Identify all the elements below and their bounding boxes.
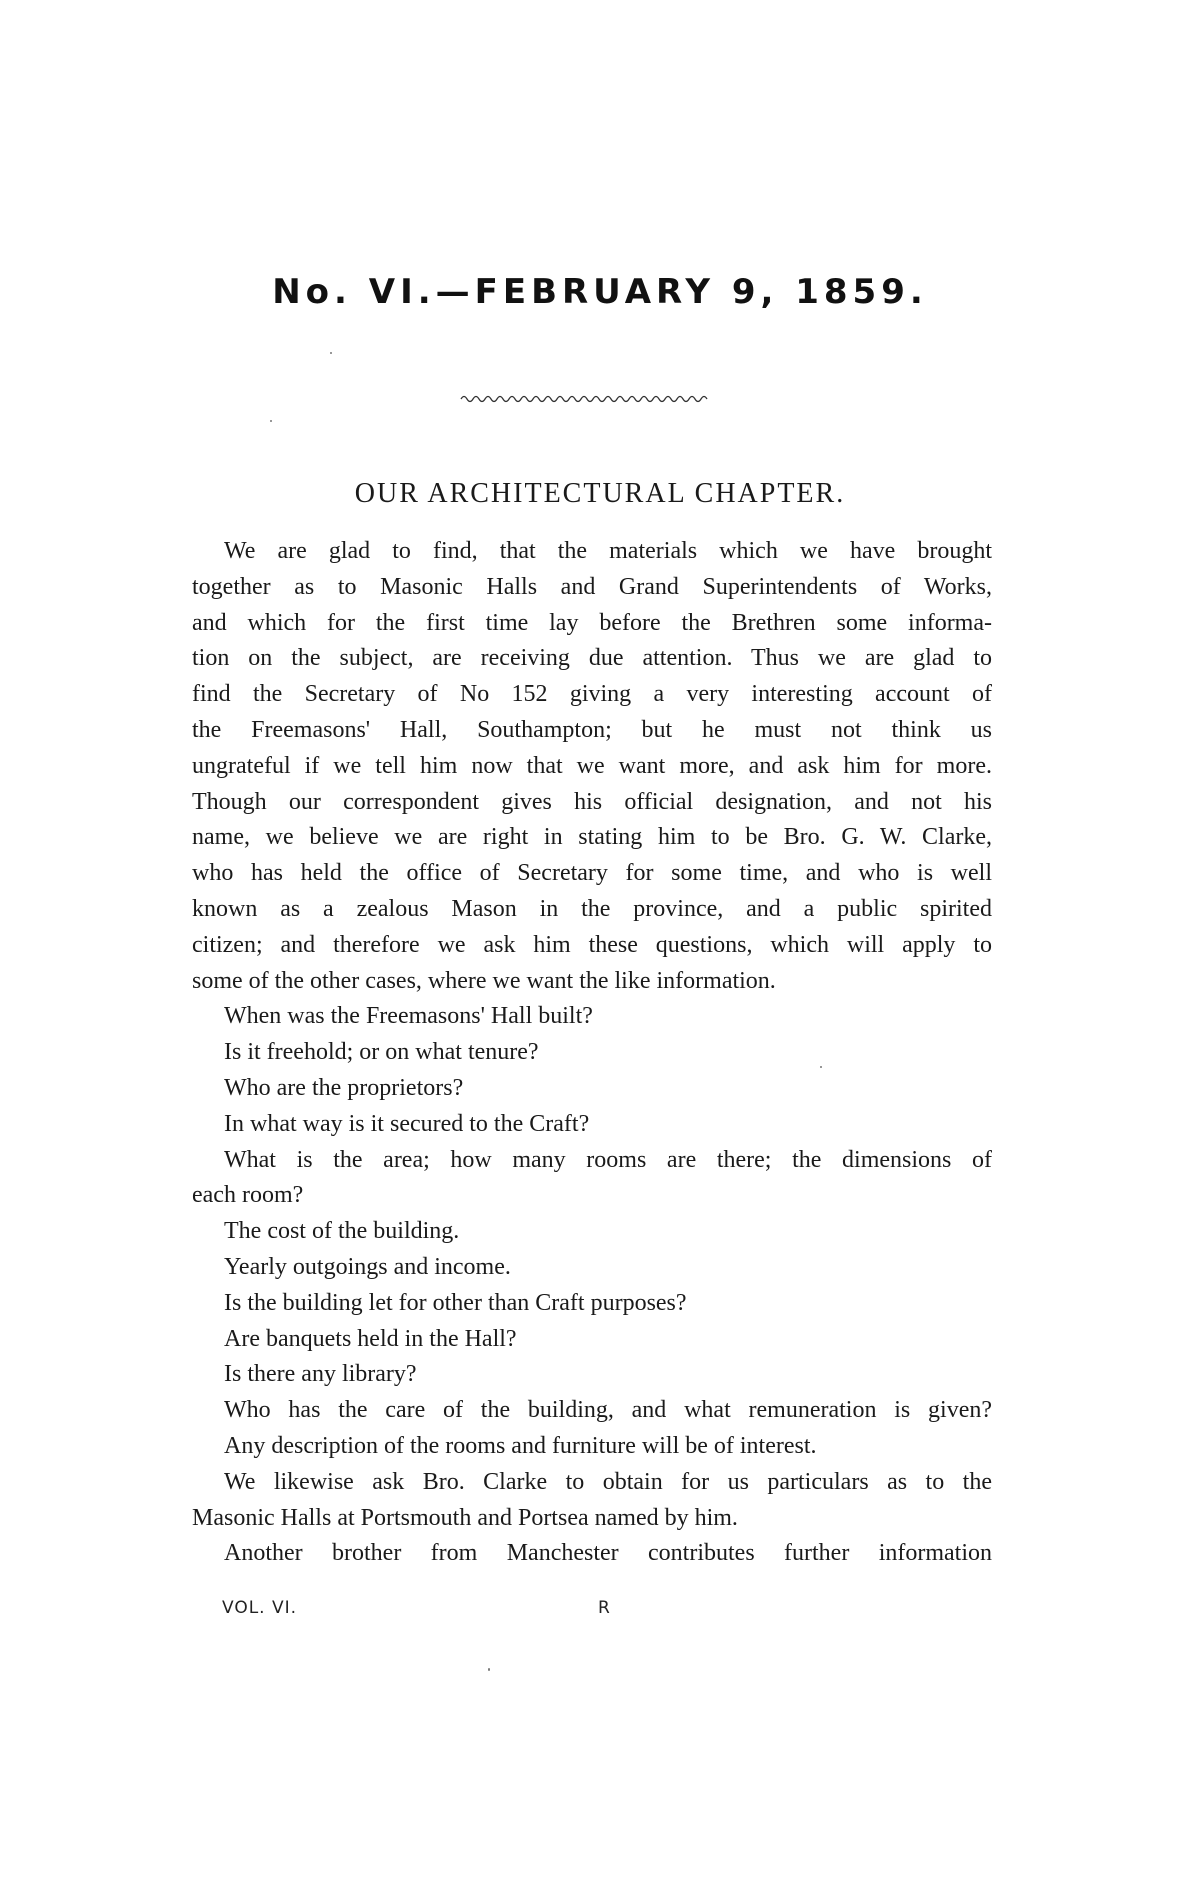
volume-label: VOL. VI. [222, 1598, 298, 1618]
text-line: tion on the subject, are receiving due attention. Thus we are glad to [192, 645, 992, 672]
question-line: Who are the proprietors? [224, 1074, 464, 1101]
question-line: Are banquets held in the Hall? [224, 1325, 517, 1352]
text-line: We likewise ask Bro. Clarke to obtain for us particulars as to the [224, 1468, 992, 1495]
question-line: Yearly outgoings and income. [224, 1253, 511, 1280]
print-speck [270, 420, 272, 422]
question-line: Is it freehold; or on what tenure? [224, 1039, 539, 1066]
print-speck [330, 352, 332, 354]
question-line: each room? [192, 1182, 304, 1209]
question-line: Is there any library? [224, 1361, 417, 1388]
text-line: find the Secretary of No 152 giving a very interesting account of [192, 681, 992, 708]
text-line: Though our correspondent gives his official designation, and not his [192, 788, 992, 815]
text-line: ungrateful if we tell him now that we want more, and ask him for more. [192, 752, 992, 779]
text-line: Masonic Halls at Portsmouth and Portsea named by him. [192, 1504, 738, 1531]
text-line: citizen; and therefore we ask him these questions, which will apply to [192, 931, 992, 958]
question-line: Who has the care of the building, and what remuneration is given? [224, 1397, 992, 1424]
question-line: The cost of the building. [224, 1218, 460, 1245]
article-body [192, 534, 992, 1572]
question-line: What is the area; how many rooms are there; the dimensions of [224, 1146, 992, 1173]
signature-mark: R [598, 1598, 611, 1618]
text-line: Any description of the rooms and furniture will be of interest. [224, 1432, 817, 1459]
question-line: In what way is it secured to the Craft? [224, 1110, 590, 1137]
decorative-rule [459, 390, 709, 408]
chapter-title: OUR ARCHITECTURAL CHAPTER. [354, 478, 846, 509]
text-line: Another brother from Manchester contributes further information [224, 1540, 992, 1567]
text-line: who has held the office of Secretary for some time, and who is well [192, 860, 992, 887]
issue-heading: No. VI.—FEBRUARY 9, 1859. [272, 272, 928, 312]
print-speck [820, 1066, 822, 1068]
question-line: Is the building let for other than Craft purposes? [224, 1289, 687, 1316]
text-line: the Freemasons' Hall, Southampton; but he must not think us [192, 716, 992, 743]
question-line: When was the Freemasons' Hall built? [224, 1003, 593, 1030]
text-line: and which for the first time lay before the Brethren some informa- [192, 609, 992, 636]
text-line: together as to Masonic Halls and Grand Superintendents of Works, [192, 573, 992, 600]
text-line: known as a zealous Mason in the province, and a public spirited [192, 895, 992, 922]
print-speck [488, 1668, 490, 1671]
text-line: name, we believe we are right in stating him to be Bro. G. W. Clarke, [192, 824, 992, 851]
text-line: some of the other cases, where we want the like information. [192, 967, 776, 994]
text-line: We are glad to find, that the materials which we have brought [224, 538, 992, 564]
